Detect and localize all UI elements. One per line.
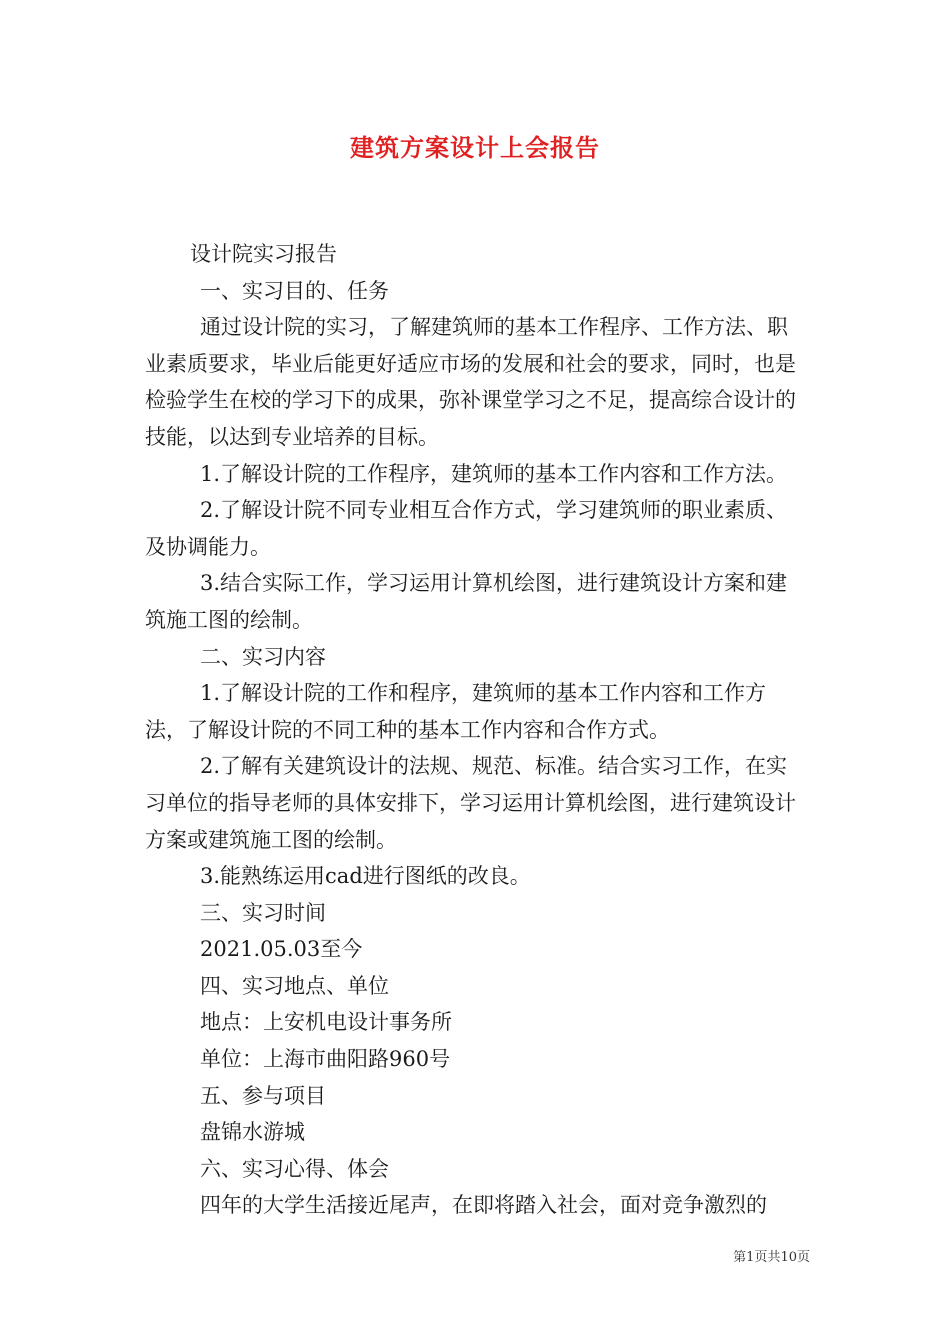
document-subtitle: 设计院实习报告 — [190, 242, 337, 266]
paragraph: 2021.05.03至今 — [200, 937, 363, 962]
paragraph: 四年的大学生活接近尾声，在即将踏入社会，面对竞争激烈的 — [200, 1193, 767, 1218]
list-item: 1.了解设计院的工作程序，建筑师的基本工作内容和工作方法。 — [200, 461, 788, 486]
list-item: 3.结合实际工作，学习运用计算机绘图，进行建筑设计方案和建筑施工图的绘制。 — [145, 571, 788, 632]
section-heading: 五、参与项目 — [200, 1083, 326, 1108]
page-number: 第1页共10页 — [733, 1250, 810, 1265]
section-heading: 二、实习内容 — [200, 644, 326, 669]
list-item: 1.了解设计院的工作和程序，建筑师的基本工作内容和工作方法，了解设计院的不同工种的基本工作内容和合作方式。 — [145, 681, 767, 742]
section-heading: 三、实习时间 — [200, 900, 326, 925]
section-heading: 一、实习目的、任务 — [200, 278, 389, 303]
section-heading: 四、实习地点、单位 — [200, 973, 389, 998]
document-body — [145, 236, 807, 1224]
list-item: 3.能熟练运用cad进行图纸的改良。 — [200, 864, 531, 889]
section-heading: 六、实习心得、体会 — [200, 1156, 389, 1181]
paragraph: 通过设计院的实习，了解建筑师的基本工作程序、工作方法、职业素质要求，毕业后能更好适应市场的发展和社会的要求，同时，也是检验学生在校的学习下的成果，弥补课堂学习之不足，提高综合设计的技能，以达到专业培养的目标。 — [145, 315, 796, 449]
paragraph: 单位：上海市曲阳路960号 — [200, 1047, 451, 1072]
paragraph: 盘锦水游城 — [200, 1120, 305, 1145]
list-item: 2.了解有关建筑设计的法规、规范、标准。结合实习工作，在实习单位的指导老师的具体安排下，学习运用计算机绘图，进行建筑设计方案或建筑施工图的绘制。 — [145, 754, 796, 852]
list-item: 2.了解设计院不同专业相互合作方式，学习建筑师的职业素质、及协调能力。 — [145, 498, 788, 559]
page-title: 建筑方案设计上会报告 — [350, 133, 600, 162]
paragraph: 地点：上安机电设计事务所 — [200, 1010, 452, 1035]
